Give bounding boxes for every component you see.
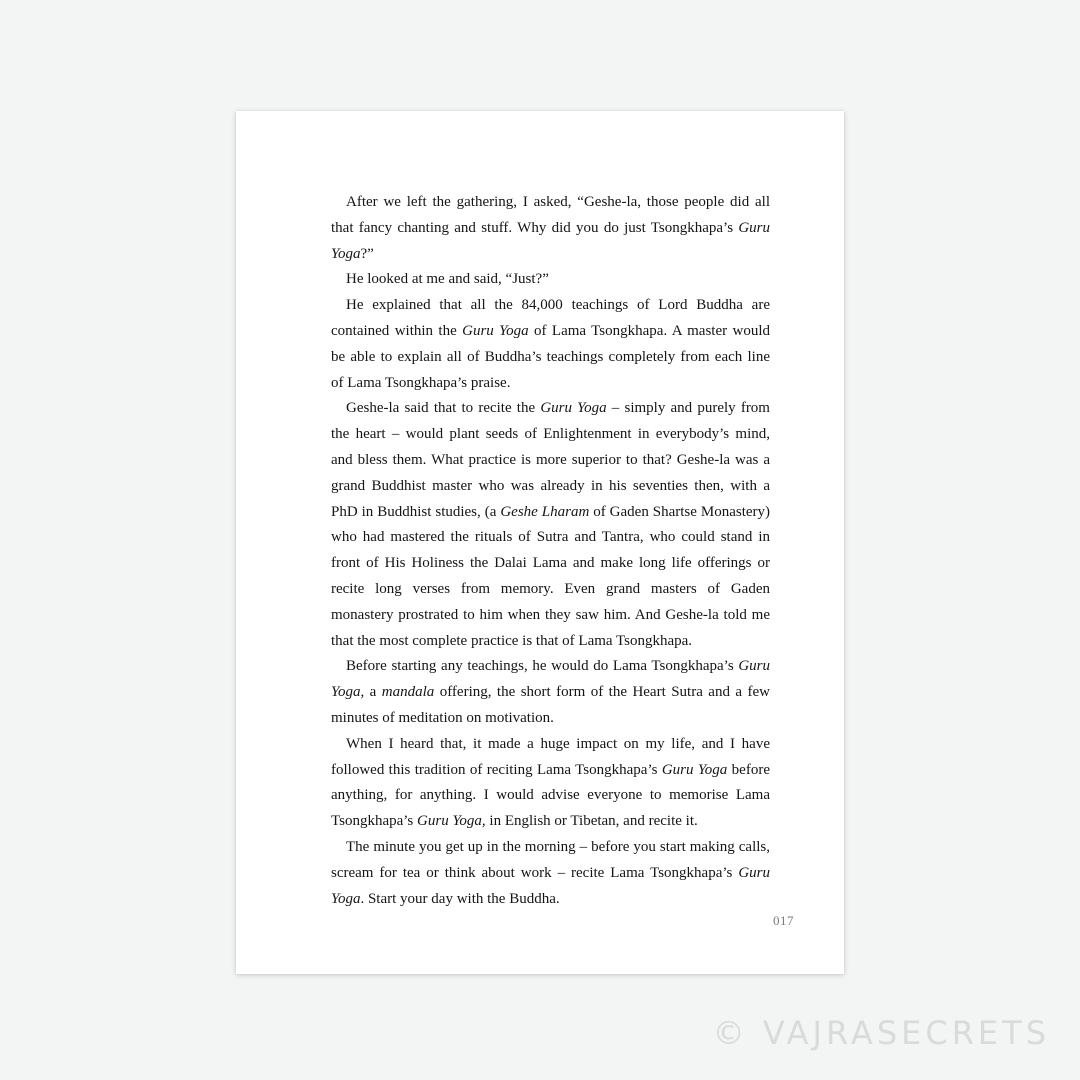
page-body-text (331, 190, 770, 912)
page-number: 017 (773, 913, 794, 928)
text-run: of Gaden Shartse Monastery) who had mastered the rituals of Sutra and Tantra, who could stand in front of His Holiness the Dalai Lama and make long life offerings or recite long verses from memory. Even grand masters of Gaden monastery prostrated to him when they saw him. And Geshe-la told me that the most complete practice is that of Lama Tsongkhapa. (331, 503, 771, 649)
copyright-watermark: © VAJRASECRETS (712, 1014, 1050, 1052)
text-run: – simply and purely from the heart – would plant seeds of Enlightenment in everybody’s mind, and bless them. What practice is more superior to that? Geshe-la was a grand Buddhist master who was already in his seventies then, with a PhD in Buddhist studies, (a (331, 400, 770, 520)
text-run: Geshe-la said that to recite the (346, 400, 541, 417)
italic-text-run: Guru Yoga (462, 322, 529, 339)
paragraph (331, 654, 770, 731)
paragraph (331, 190, 770, 267)
text-run: of Lama Tsongkhapa. A master would be able to explain all of Buddha’s teachings completely from each line of Lama Tsongkhapa’s praise. (331, 322, 771, 391)
italic-text-run: Guru Yoga (540, 400, 607, 417)
italic-text-run: Guru Yoga (661, 761, 728, 778)
italic-text-run: Geshe Lharam (500, 503, 590, 520)
italic-text-run: Guru Yoga (331, 219, 770, 262)
text-run: He looked at me and said, “Just?” (346, 271, 549, 288)
paragraph (331, 835, 770, 912)
text-run: After we left the gathering, I asked, “Geshe-la, those people did all that fancy chanting and stuff. Why did you do just Tsongkhapa’s (331, 194, 770, 236)
text-run: ?” (360, 245, 374, 262)
paragraph (331, 293, 770, 396)
text-run: Before starting any teachings, he would do Lama Tsongkhapa’s (346, 658, 739, 675)
paragraph (331, 732, 770, 835)
italic-text-run: Guru Yoga (331, 658, 770, 701)
text-run: , in English or Tibetan, and recite it. (481, 813, 698, 830)
text-run: When I heard that, it made a huge impact on my life, and I have followed this tradition of reciting Lama Tsongkhapa’s (331, 735, 770, 778)
text-run: before anything, for anything. I would advise everyone to memorise Lama Tsongkhapa’s (331, 761, 770, 830)
italic-text-run: Guru Yoga (417, 813, 482, 830)
italic-text-run: mandala (381, 684, 435, 701)
text-run: offering, the short form of the Heart Sutra and a few minutes of meditation on motivation. (331, 684, 770, 726)
paragraph (331, 267, 770, 293)
text-run: . Start your day with the Buddha. (360, 890, 560, 907)
text-run: He explained that all the 84,000 teachings of Lord Buddha are contained within the (331, 297, 770, 339)
paragraph (331, 396, 770, 654)
book-page (236, 111, 844, 974)
text-run: , a (360, 684, 382, 701)
text-run: The minute you get up in the morning – before you start making calls, scream for tea or think about work – recite Lama Tsongkhapa’s (331, 838, 770, 881)
italic-text-run: Guru Yoga (331, 864, 770, 907)
